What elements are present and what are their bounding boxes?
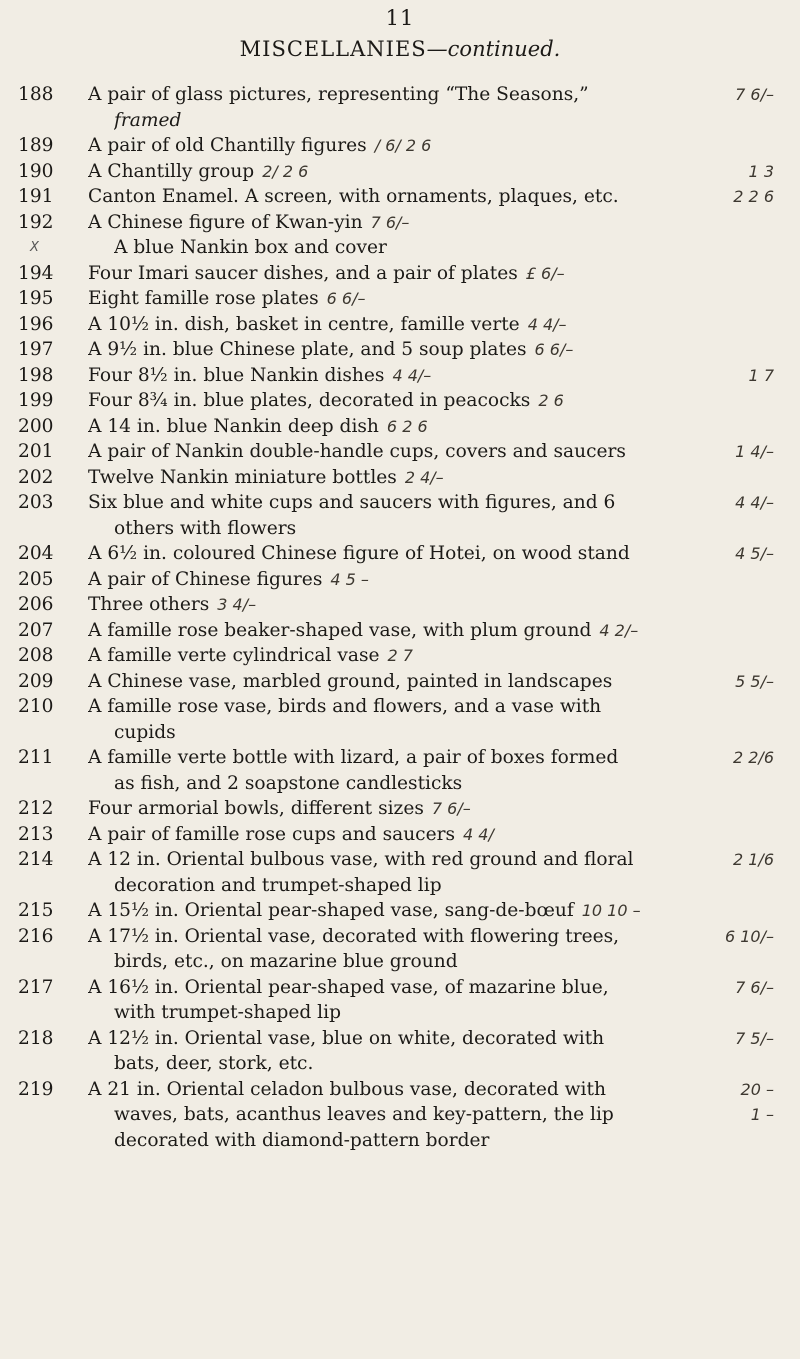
lot-description	[88, 82, 778, 108]
lot-text: A 14 in. blue Nankin deep dish	[88, 415, 379, 437]
lot-line	[0, 592, 800, 618]
lot-line	[0, 414, 800, 440]
lot-description	[88, 286, 778, 312]
lot-number: 204	[18, 543, 54, 564]
lot-number: 218	[18, 1027, 54, 1049]
lot-text: A pair of glass pictures, representing “The Seasons,”	[88, 84, 589, 105]
lot-line	[0, 618, 800, 644]
lot-text: decorated with diamond-pattern border	[114, 1129, 490, 1151]
lot-number: 201	[18, 441, 54, 462]
lot-line	[0, 210, 800, 236]
lot-number: 197	[18, 339, 54, 360]
lot-text: A 17½ in. Oriental vase, decorated with flowering trees,	[88, 925, 620, 947]
lot-number: 190	[18, 160, 54, 182]
lot-line	[0, 286, 800, 312]
lot-text: A 21 in. Oriental celadon bulbous vase, decorated with	[88, 1078, 606, 1100]
lot-line	[0, 975, 800, 1001]
lot-text: Three others	[88, 594, 210, 615]
handwritten-price: 6 6/–	[326, 289, 366, 308]
lot-line	[0, 439, 800, 465]
lot-line	[0, 108, 800, 134]
handwritten-price: 2/ 2 6	[262, 161, 309, 181]
handwritten-price: 7 6/–	[431, 799, 471, 818]
lot-text: A famille verte bottle with lizard, a pair of boxes formed	[88, 747, 619, 768]
lot-line	[0, 490, 800, 516]
lot-text: A 12½ in. Oriental vase, blue on white, decorated with	[88, 1027, 605, 1049]
lot-line	[0, 949, 800, 975]
lot-text: A Chinese figure of Kwan-yin	[88, 211, 363, 233]
lot-text: bats, deer, stork, etc.	[114, 1053, 314, 1074]
lot-line	[0, 388, 800, 414]
lot-line	[0, 363, 800, 389]
lot-line	[0, 312, 800, 338]
lot-description	[88, 847, 778, 873]
lot-description	[88, 261, 778, 287]
handwritten-margin-price: 2 2/6	[732, 748, 774, 767]
lot-description	[88, 643, 778, 669]
lot-text: decoration and trumpet-shaped lip	[114, 874, 442, 896]
lot-number: 212	[18, 798, 54, 819]
handwritten-price: 3 4/–	[217, 595, 257, 614]
lot-list	[0, 82, 800, 1153]
lot-number: 189	[18, 135, 54, 156]
lot-description	[88, 133, 778, 159]
lot-line	[0, 745, 800, 771]
lot-number: 203	[18, 492, 54, 513]
lot-description	[88, 822, 778, 848]
lot-description	[114, 1102, 778, 1128]
lot-text: birds, etc., on mazarine blue ground	[114, 951, 458, 972]
lot-text: A Chantilly group	[88, 160, 255, 182]
lot-description	[114, 235, 778, 261]
handwritten-price: 4 4/–	[527, 314, 567, 334]
lot-number: 202	[18, 466, 54, 488]
lot-number: 208	[18, 645, 54, 666]
lot-text: A pair of Nankin double-handle cups, covers and saucers	[88, 441, 626, 462]
lot-text: Four 8¾ in. blue plates, decorated in peacocks	[88, 390, 531, 411]
lot-text: A 12 in. Oriental bulbous vase, with red ground and floral	[88, 849, 634, 870]
handwritten-price: 2 4/–	[404, 467, 444, 487]
lot-description	[114, 771, 778, 797]
lot-line	[0, 184, 800, 210]
lot-line	[0, 159, 800, 185]
handwritten-price: / 6/ 2 6	[374, 136, 432, 155]
lot-line	[0, 822, 800, 848]
lot-description	[88, 975, 778, 1001]
handwritten-price: 4 4/	[463, 824, 494, 844]
handwritten-price: 6 2 6	[386, 416, 428, 436]
lot-line	[0, 694, 800, 720]
lot-description	[88, 592, 778, 618]
lot-description	[88, 1026, 778, 1052]
lot-number: 213	[18, 823, 54, 845]
handwritten-margin-price: 2 2 6	[733, 187, 774, 206]
lot-description	[88, 439, 778, 465]
lot-text: waves, bats, acanthus leaves and key-pattern, the lip	[114, 1104, 614, 1125]
lot-description	[88, 541, 778, 567]
lot-number: 199	[18, 390, 54, 411]
lot-description	[88, 796, 778, 822]
lot-description	[114, 1128, 778, 1154]
handwritten-margin-price: 1 7	[748, 365, 774, 385]
lot-text: Four armorial bowls, different sizes	[88, 798, 424, 819]
handwritten-price: 2 6	[538, 391, 564, 410]
lot-text: A 10½ in. dish, basket in centre, famille verte	[88, 313, 520, 335]
handwritten-margin-price: 4 4/–	[735, 493, 774, 512]
handwritten-margin-price: 5 5/–	[735, 671, 774, 691]
lot-line	[0, 1077, 800, 1103]
margin-mark: X	[30, 240, 39, 255]
lot-number: 188	[18, 84, 54, 105]
handwritten-margin-price: 6 10/–	[724, 926, 774, 946]
handwritten-price: 7 6/–	[370, 212, 410, 232]
heading-continued: —continued.	[426, 37, 561, 61]
lot-text: A pair of Chinese figures	[88, 568, 323, 590]
lot-line	[0, 516, 800, 542]
lot-number: 194	[18, 262, 54, 284]
lot-line	[0, 720, 800, 746]
lot-line	[0, 771, 800, 797]
lot-text: A famille rose beaker-shaped vase, with plum ground	[88, 619, 592, 641]
lot-text: Canton Enamel. A screen, with ornaments, plaques, etc.	[88, 186, 619, 207]
lot-text: A pair of old Chantilly figures	[88, 135, 367, 156]
lot-number: 191	[18, 186, 54, 207]
lot-number: 200	[18, 415, 54, 437]
lot-number: 215	[18, 900, 54, 921]
lot-line	[0, 337, 800, 363]
lot-description	[88, 669, 778, 695]
lot-line	[0, 669, 800, 695]
lot-description	[88, 924, 778, 950]
lot-description	[88, 159, 778, 185]
lot-description	[88, 414, 778, 440]
lot-number: 219	[18, 1078, 54, 1100]
lot-description	[88, 490, 778, 516]
lot-line	[0, 873, 800, 899]
lot-number: 209	[18, 670, 54, 692]
handwritten-margin-price: 4 5/–	[735, 544, 774, 563]
lot-line	[0, 898, 800, 924]
handwritten-margin-price: 7 5/–	[735, 1028, 774, 1048]
heading-title: MISCELLANIES	[239, 37, 427, 61]
lot-description	[114, 720, 778, 746]
handwritten-price: 4 4/–	[392, 365, 432, 385]
lot-description	[88, 312, 778, 338]
lot-description	[88, 210, 778, 236]
handwritten-margin-price: 7 6/–	[735, 977, 774, 997]
handwritten-price: 6 6/–	[534, 340, 574, 359]
lot-description	[88, 745, 778, 771]
lot-line	[0, 1102, 800, 1128]
lot-line	[0, 261, 800, 287]
lot-text: as fish, and 2 soapstone candlesticks	[114, 772, 463, 794]
handwritten-price: 4 2/–	[599, 620, 639, 640]
lot-description	[88, 694, 778, 720]
lot-text: others with flowers	[114, 517, 297, 539]
lot-text: with trumpet-shaped lip	[114, 1002, 341, 1023]
lot-line	[0, 643, 800, 669]
lot-description	[88, 567, 778, 593]
lot-description	[114, 1051, 778, 1077]
lot-number: 207	[18, 619, 54, 641]
lot-description	[88, 363, 778, 389]
lot-line	[0, 1128, 800, 1154]
lot-number: 195	[18, 288, 54, 309]
lot-description	[114, 516, 778, 542]
page-number: 11	[385, 6, 415, 30]
lot-number: 214	[18, 849, 54, 870]
lot-line	[0, 1000, 800, 1026]
lot-text: Six blue and white cups and saucers with figures, and 6	[88, 492, 616, 513]
lot-text: A famille verte cylindrical vase	[88, 645, 380, 666]
lot-line	[0, 235, 800, 261]
lot-line	[0, 847, 800, 873]
lot-number: 211	[18, 747, 54, 768]
lot-text: A blue Nankin box and cover	[114, 237, 387, 258]
lot-number: 210	[18, 696, 54, 717]
lot-line	[0, 541, 800, 567]
lot-line	[0, 567, 800, 593]
section-heading	[0, 37, 800, 61]
lot-number: 206	[18, 594, 54, 615]
lot-text: A 9½ in. blue Chinese plate, and 5 soup plates	[88, 339, 527, 360]
lot-line	[0, 924, 800, 950]
lot-number: 217	[18, 976, 54, 998]
lot-line	[0, 1026, 800, 1052]
lot-number: 205	[18, 568, 54, 590]
lot-description	[88, 388, 778, 414]
lot-number: 198	[18, 364, 54, 386]
handwritten-price: 4 5 –	[330, 569, 369, 589]
lot-line	[0, 133, 800, 159]
lot-line	[0, 796, 800, 822]
lot-text: A 15½ in. Oriental pear-shaped vase, sang-de-bœuf	[88, 900, 574, 921]
lot-text: A 6½ in. coloured Chinese figure of Hotei, on wood stand	[88, 543, 630, 564]
lot-description	[88, 184, 778, 210]
lot-description	[88, 465, 778, 491]
lot-number: 196	[18, 313, 54, 335]
handwritten-margin-price: 1 –	[750, 1105, 774, 1124]
lot-description	[88, 898, 778, 924]
lot-description	[114, 1000, 778, 1026]
lot-line	[0, 1051, 800, 1077]
handwritten-price: 2 7	[387, 646, 413, 665]
handwritten-margin-price: 2 1/6	[732, 850, 774, 869]
handwritten-margin-price: 1 4/–	[735, 442, 774, 461]
lot-text: framed	[114, 109, 182, 131]
lot-text: Twelve Nankin miniature bottles	[88, 466, 397, 488]
lot-text: Eight famille rose plates	[88, 288, 319, 309]
lot-description	[88, 337, 778, 363]
handwritten-margin-price: 20 –	[740, 1079, 774, 1099]
lot-line	[0, 465, 800, 491]
handwritten-price: 10 10 –	[581, 901, 641, 920]
lot-text: A pair of famille rose cups and saucers	[88, 823, 456, 845]
lot-description	[88, 1077, 778, 1103]
lot-description	[114, 873, 778, 899]
handwritten-price: £ 6/–	[525, 263, 565, 283]
lot-text: A Chinese vase, marbled ground, painted in landscapes	[88, 670, 613, 692]
lot-line	[0, 82, 800, 108]
lot-number: 192	[18, 211, 54, 233]
lot-text: A famille rose vase, birds and flowers, and a vase with	[88, 696, 602, 717]
lot-text: cupids	[114, 721, 176, 743]
handwritten-margin-price: 1 3	[748, 161, 774, 181]
lot-number: 216	[18, 925, 54, 947]
lot-text: Four 8½ in. blue Nankin dishes	[88, 364, 385, 386]
lot-description	[114, 949, 778, 975]
lot-description	[88, 618, 778, 644]
lot-text: Four Imari saucer dishes, and a pair of plates	[88, 262, 518, 284]
handwritten-margin-price: 7 6/–	[735, 85, 774, 104]
lot-description	[114, 108, 778, 134]
lot-text: A 16½ in. Oriental pear-shaped vase, of mazarine blue,	[88, 976, 609, 998]
